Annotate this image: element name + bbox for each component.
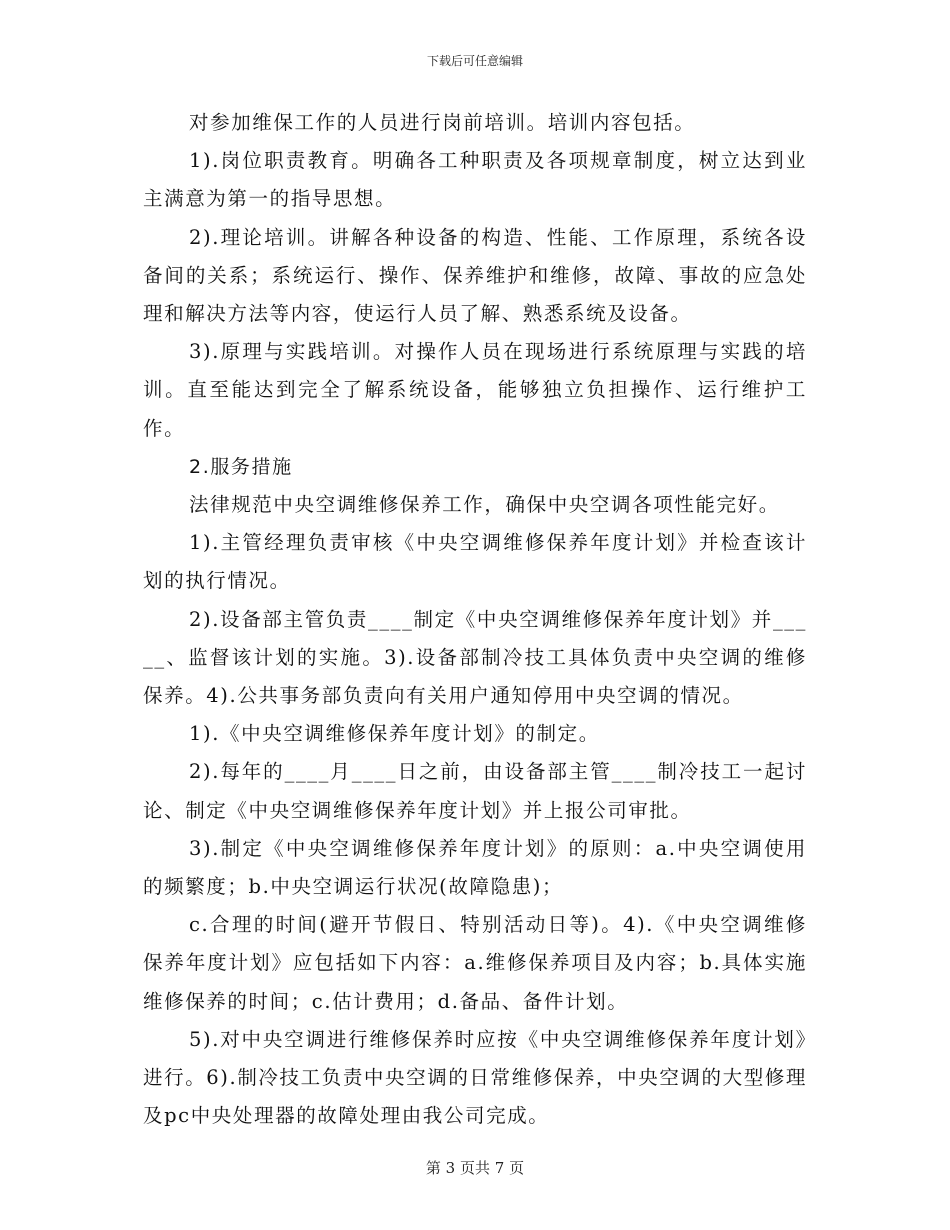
paragraph-service-intro: 法律规范中央空调维修保养工作，确保中央空调各项性能完好。 xyxy=(189,493,780,517)
paragraph-training-intro: 对参加维保工作的人员进行岗前培训。培训内容包括。 xyxy=(189,111,696,134)
paragraph-duty-education: 1).岗位职责教育。明确各工种职责及各项规章制度，树立达到业主满意为第一的指导思想。 xyxy=(143,149,807,211)
section-heading-service-measures: 2.服务措施 xyxy=(189,455,293,478)
page-number-footer: 第 3 页共 7 页 xyxy=(425,1159,525,1177)
paragraph-maintenance-execution: 5).对中央空调进行维修保养时应按《中央空调维修保养年度计划》进行。6).制冷技工负责中央空调的日常维修保养，中央空调的大型修理及pc中央处理器的故障处理由我公司完成。 xyxy=(143,1027,808,1128)
paragraph-theory-training: 2).理论培训。讲解各种设备的构造、性能、工作原理，系统各设备间的关系；系统运行、操作、保养维护和维修，故障、事故的应急处理和解决方法等内容，使运行人员了解、熟悉系统及设备。 xyxy=(143,225,807,326)
document-body xyxy=(143,104,807,1135)
paragraph-practice-training: 3).原理与实践培训。对操作人员在现场进行系统原理与实践的培训。直至能达到完全了解系统设备，能够独立负担操作、运行维护工作。 xyxy=(143,340,807,440)
paragraph-department-duties: 2).设备部主管负责____制定《中央空调维修保养年度计划》并_____、监督该计划的实施。3).设备部制冷技工具体负责中央空调的维修保养。4).公共事务部负责向有关用户通知停用中央空调的情况。 xyxy=(143,607,807,708)
paragraph-manager-review: 1).主管经理负责审核《中央空调维修保养年度计划》并检查该计划的执行情况。 xyxy=(143,531,807,593)
paragraph-annual-deadline: 2).每年的____月____日之前，由设备部主管____制冷技工一起讨论、制定《中央空调维修保养年度计划》并上报公司审批。 xyxy=(143,760,807,822)
paragraph-plan-contents: c.合理的时间(避开节假日、特别活动日等)。4).《中央空调维修保养年度计划》应包括如下内容：a.维修保养项目及内容；b.具体实施维修保养的时间；c.估计费用；d.备品、备件计划。 xyxy=(143,913,807,1013)
paragraph-plan-principles: 3).制定《中央空调维修保养年度计划》的原则：a.中央空调使用的频繁度；b.中央空调运行状况(故障隐患)； xyxy=(143,836,807,899)
paragraph-plan-formulation: 1).《中央空调维修保养年度计划》的制定。 xyxy=(189,722,600,746)
page-header: 下载后可任意编辑 xyxy=(426,54,523,68)
